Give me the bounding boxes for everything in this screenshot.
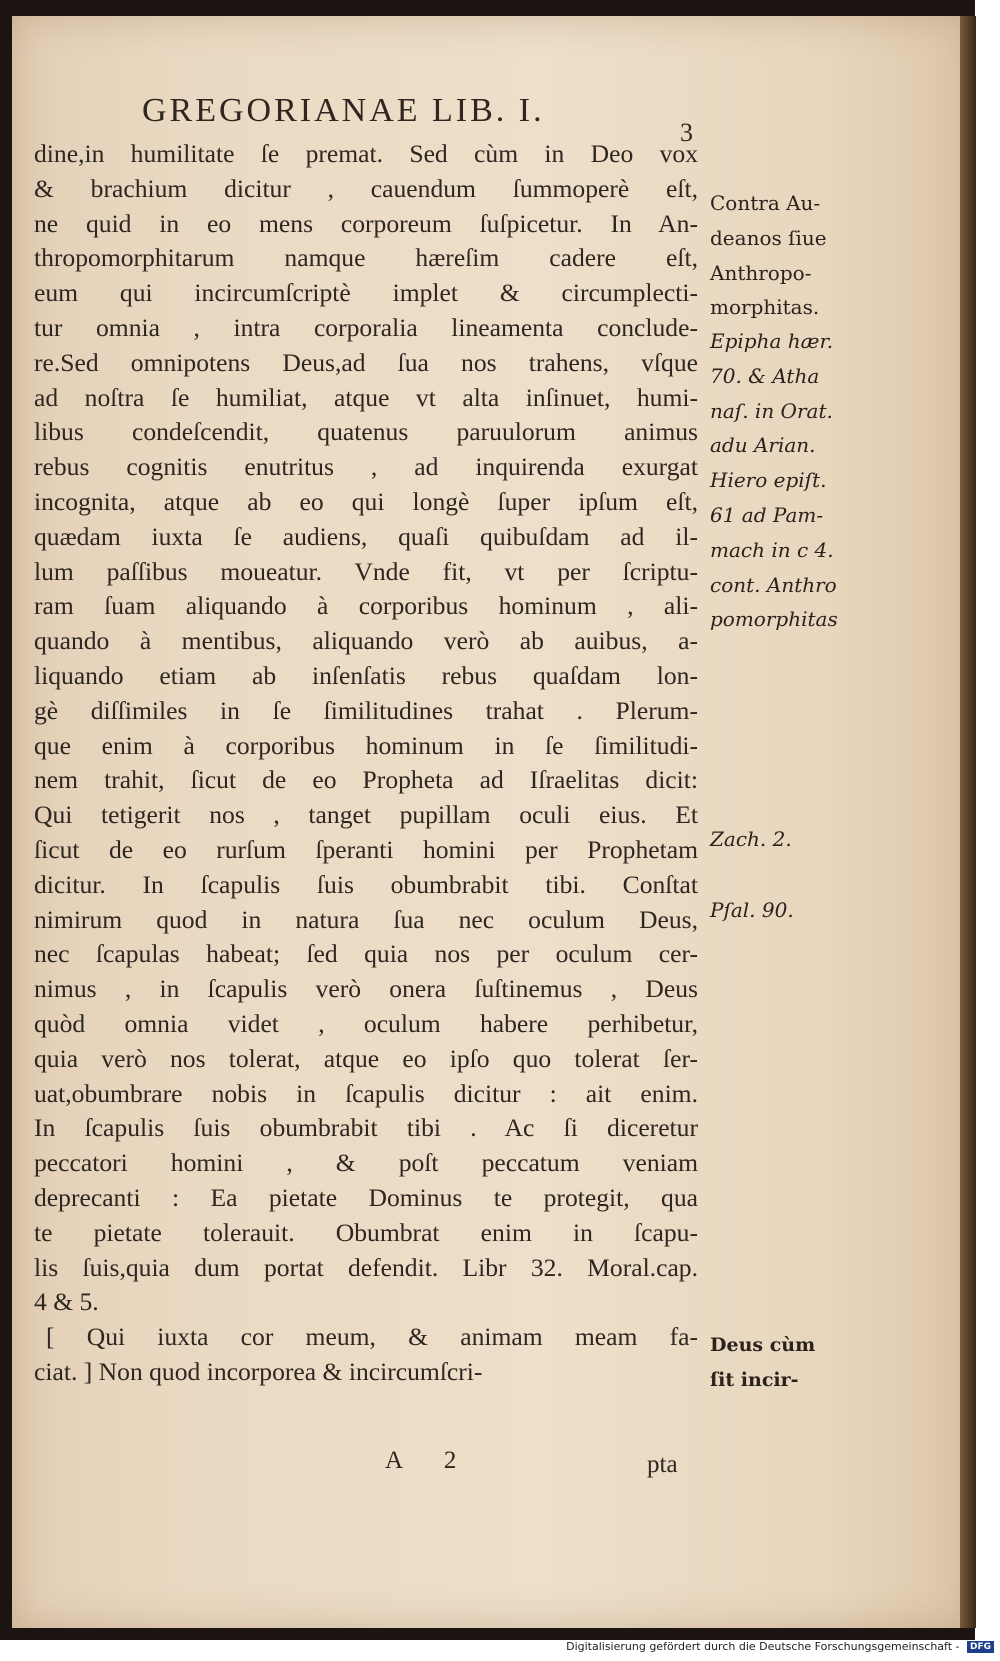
text-line: lum paſſibus moueatur. Vnde fit, vt per ſcriptu-	[34, 556, 698, 586]
text-line: ad noſtra ſe humiliat, atque vt alta inſinuet, humi-	[34, 382, 698, 412]
text-line: deprecanti : Ea pietate Dominus te protegit, qua	[34, 1182, 698, 1212]
margin-note-line: 61 ad Pam-	[710, 502, 824, 527]
text-line: uat,obumbrare nobis in ſcapulis dicitur : ait enim.	[34, 1078, 698, 1108]
text-line: quædam iuxta ſe audiens, quaſi quibuſdam ad il-	[34, 521, 698, 551]
margin-note-line: Hiero epiſt.	[710, 468, 827, 493]
margin-note-line: Contra Au-	[710, 191, 821, 215]
text-line: nem trahit, ſicut de eo Propheta ad Iſraelitas dicit:	[34, 765, 698, 795]
text-line: ciat. ] Non quod incorporea & incircumſcri-	[34, 1356, 483, 1386]
text-line: ram ſuam aliquando à corporibus hominum , ali-	[34, 591, 698, 621]
credit-text: Digitalisierung gefördert durch die Deutsche Forschungsgemeinschaft -	[566, 1640, 960, 1653]
text-line: liquando etiam ab inſenſatis rebus quaſdam lon-	[34, 660, 698, 690]
text-line: quando à mentibus, aliquando verò ab auibus, a-	[34, 626, 698, 656]
page-edge	[960, 16, 976, 1628]
text-line: nimirum quod in natura ſua nec oculum Deus,	[34, 904, 698, 934]
margin-note-line: 70. & Atha	[710, 363, 820, 388]
margin-note-line: Deus cùm	[710, 1334, 816, 1356]
text-line: 4 & 5.	[34, 1287, 99, 1317]
text-line: gè diſſimiles in ſe ſimilitudines trahat . Plerum-	[34, 695, 698, 725]
text-line: tur omnia , intra corporalia lineamenta conclude-	[34, 312, 698, 342]
text-line: quia verò nos tolerat, atque eo ipſo quo tolerat ſer-	[34, 1043, 698, 1073]
margin-note-references	[710, 324, 862, 637]
body-text	[34, 137, 698, 1390]
margin-note-line: morphitas.	[710, 295, 820, 320]
signature-mark: A 2	[385, 1447, 475, 1474]
text-line: thropomorphitarum namque hæreſim cadere eſt,	[34, 243, 698, 273]
margin-note-line: Anthropo-	[710, 260, 812, 285]
text-line: incognita, atque ab eo qui longè ſuper ipſum eſt,	[34, 486, 698, 516]
text-line: que enim à corporibus hominum in ſe ſimilitudi-	[34, 730, 698, 760]
catchword: pta	[647, 1451, 678, 1478]
margin-note-line: adu Arian.	[710, 433, 816, 458]
text-line: re.Sed omnipotens Deus,ad ſua nos trahens, vſque	[34, 347, 698, 377]
text-line: dicitur. In ſcapulis ſuis obumbrabit tibi. Conſtat	[34, 869, 698, 899]
text-line: [ Qui iuxta cor meum, & animam meam fa-	[46, 1322, 698, 1352]
text-line: nimus , in ſcapulis verò onera ſuſtinemus , Deus	[34, 974, 698, 1004]
margin-note-anthropomorphitas	[710, 186, 862, 325]
margin-note-line: Zach. 2.	[710, 827, 792, 851]
text-line: eum qui incircumſcriptè implet & circumplecti-	[34, 278, 698, 308]
text-line: quòd omnia videt , oculum habere perhibetur,	[34, 1008, 698, 1038]
text-line: peccatori homini , & poſt peccatum veniam	[34, 1148, 698, 1178]
text-line: ſicut de eo rurſum ſperanti homini per Prophetam	[34, 834, 698, 864]
text-line: Qui tetigerit nos , tanget pupillam oculi eius. Et	[34, 800, 698, 830]
text-line: lis ſuis,quia dum portat defendit. Libr 32. Moral.cap.	[34, 1252, 698, 1282]
text-line: dine,in humilitate ſe premat. Sed cùm in Deo vox	[34, 139, 698, 168]
margin-note-zacharias	[710, 822, 862, 857]
margin-note-line: pomorphitas	[710, 607, 838, 632]
margin-note-psalm	[710, 893, 862, 928]
text-line: libus condeſcendit, quatenus paruulorum animus	[34, 417, 698, 447]
text-line: rebus cognitis enutritus , ad inquirenda exurgat	[34, 452, 698, 482]
running-title: GREGORIANAE LIB. I.	[142, 92, 545, 129]
margin-note-line: mach in c 4.	[710, 537, 834, 562]
text-line: & brachium dicitur , cauendum ſummoperè eſt,	[34, 173, 698, 203]
margin-note-line: Pſal. 90.	[710, 898, 794, 922]
margin-note-deus	[710, 1328, 862, 1398]
margin-note-line: naſ. in Orat.	[710, 398, 833, 423]
page-number: 3	[680, 118, 693, 147]
text-line: nec ſcapulas habeat; ſed quia nos per oculum cer-	[34, 939, 698, 969]
margin-note-line: cont. Anthro	[710, 572, 837, 597]
margin-note-line: ſit incir-	[710, 1368, 799, 1391]
dfg-logo: DFG	[967, 1641, 994, 1653]
text-line: te pietate tolerauit. Obumbrat enim in ſcapu-	[34, 1217, 698, 1247]
margin-note-line: Epipha hær.	[710, 329, 834, 353]
margin-note-line: deanos ſiue	[710, 225, 827, 250]
text-line: In ſcapulis ſuis obumbrabit tibi . Ac ſi diceretur	[34, 1113, 698, 1143]
digitization-credit	[566, 1640, 994, 1653]
text-line: ne quid in eo mens corporeum ſuſpicetur. In An-	[34, 208, 698, 238]
